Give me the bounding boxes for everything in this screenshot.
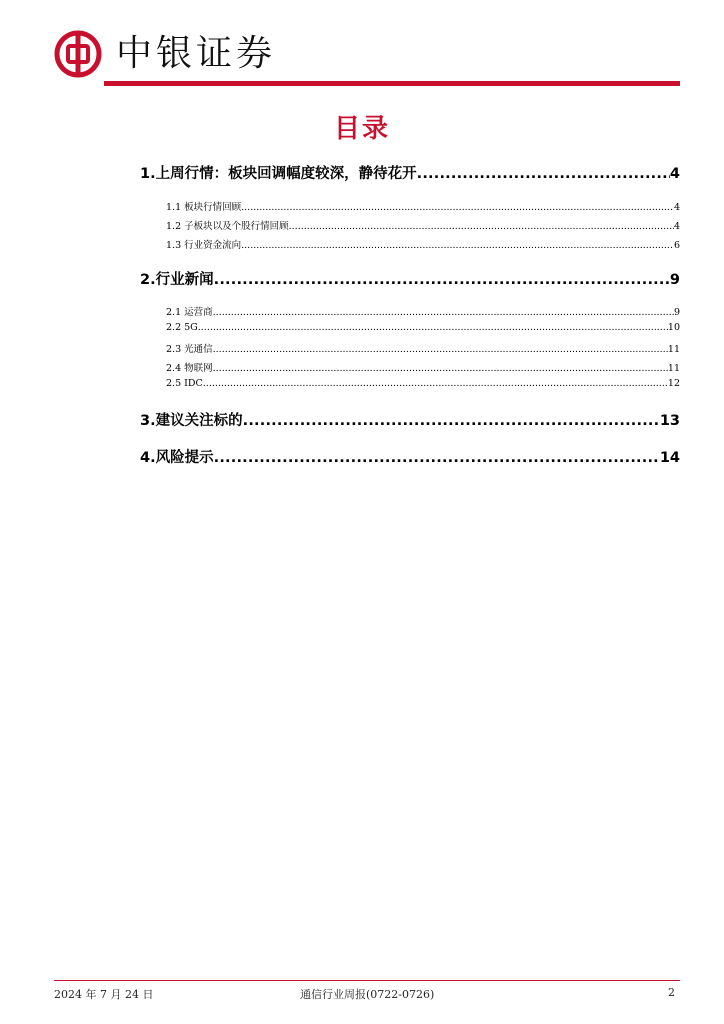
toc-entry-page: 9 [669,272,680,288]
toc-leader [417,166,670,182]
toc-entry-page: 4 [673,221,680,232]
toc-entry-page: 6 [673,240,680,251]
toc-entry[interactable] [140,268,680,289]
toc-entry[interactable] [166,218,680,232]
toc-entry-text: 2.1 运营商 [166,307,213,318]
toc-entry[interactable] [166,322,680,333]
toc-entry-page: 11 [667,363,680,374]
header-rule [104,81,680,86]
toc-entry[interactable] [166,378,680,389]
toc-entry[interactable] [166,199,680,213]
toc-entry-page: 12 [667,378,680,389]
toc-entry-page: 4 [669,166,680,182]
toc-leader [241,240,674,251]
toc-leader [214,272,670,288]
toc-entry-text: 2.2 5G [166,322,198,333]
toc-leader [213,344,668,355]
toc-entry-text: 2.3 光通信 [166,344,213,355]
toc-entry-text: 1.上周行情：板块回调幅度较深，静待花开 [140,166,417,182]
toc-leader [243,413,660,429]
footer-date: 2024 年 7 月 24 日 [54,988,154,1001]
toc-entry-text: 4.风险提示 [140,450,214,466]
toc-entry-text: 1.2 子板块以及个股行情回顾 [166,221,289,232]
toc-leader [241,202,674,213]
toc-entry-text: 2.行业新闻 [140,272,214,288]
toc-entry[interactable] [166,341,680,355]
footer-report-title: 通信行业周报(0722-0726) [300,988,435,1001]
bank-of-china-logo-icon [54,30,102,78]
toc-entry-page: 4 [673,202,680,213]
toc-entry-text: 1.1 板块行情回顾 [166,202,242,213]
page-header [54,30,680,86]
toc-entry-page: 14 [659,450,680,466]
toc-entry[interactable] [140,162,680,183]
toc-leader [213,363,668,374]
toc-entry-page: 13 [659,413,680,429]
toc-leader [198,322,668,333]
toc-title: 目录 [333,114,390,144]
footer-rule [54,980,680,981]
toc-entry-text: 1.3 行业资金流向 [166,240,242,251]
brand-name: 中银证券 [116,33,277,74]
toc-leader [214,450,660,466]
toc-leader [213,307,674,318]
toc-entry[interactable] [166,237,680,251]
toc-leader [203,378,668,389]
toc-entry-text: 2.5 IDC [166,378,203,389]
toc-entry-page: 10 [667,322,680,333]
toc-entry-page: 9 [673,307,680,318]
toc-entry[interactable] [166,360,680,374]
toc-entry-page: 11 [667,344,680,355]
toc-entry-text: 3.建议关注标的 [140,413,243,429]
toc-leader [289,221,674,232]
toc-entry-text: 2.4 物联网 [166,363,213,374]
toc-entry[interactable] [140,446,680,467]
toc-entry[interactable] [140,409,680,430]
footer-page-number: 2 [668,986,675,999]
toc-entry[interactable] [166,304,680,318]
